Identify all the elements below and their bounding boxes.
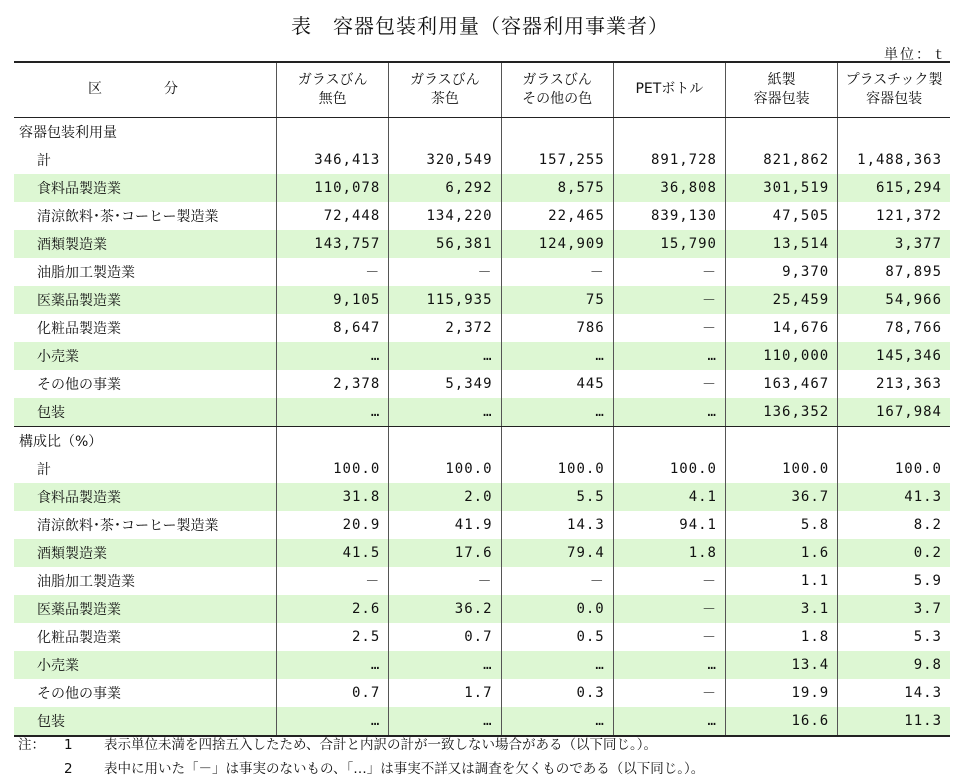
header-label: 無色 [318, 90, 347, 107]
value-cell: 5.3 [838, 623, 950, 651]
value-cell: 54,966 [838, 286, 950, 314]
table-row [14, 146, 950, 174]
value-cell: － [613, 286, 725, 314]
value-cell: 9,105 [277, 286, 389, 314]
table-row [14, 595, 950, 623]
value-cell: 0.3 [501, 679, 613, 707]
value-cell: 115,935 [389, 286, 501, 314]
value-cell: 3.1 [725, 595, 837, 623]
value-cell: 167,984 [838, 398, 950, 427]
value-cell: 9.8 [838, 651, 950, 679]
value-cell: 87,895 [838, 258, 950, 286]
value-cell: 15,790 [613, 230, 725, 258]
value-cell: 110,000 [725, 342, 837, 370]
value-cell: … [277, 342, 389, 370]
value-cell: 36.7 [725, 483, 837, 511]
value-cell: 320,549 [389, 146, 501, 174]
value-cell: 0.5 [501, 623, 613, 651]
row-label: 清涼飲料･茶･コーヒー製造業 [37, 208, 219, 225]
value-cell: 136,352 [725, 398, 837, 427]
footnote-text: 表中に用いた「－」は事実のないもの、「…」は事実不詳又は調査を欠くものである（以下同じ。）。 [104, 761, 705, 777]
value-cell: … [501, 342, 613, 370]
row-label: 油脂加工製造業 [37, 264, 135, 281]
value-cell: － [613, 679, 725, 707]
value-cell: 157,255 [501, 146, 613, 174]
row-label: 包装 [14, 398, 277, 427]
value-cell: … [277, 398, 389, 427]
row-label: その他の事業 [37, 685, 121, 702]
header-label: 茶色 [430, 90, 459, 107]
value-cell: 1.8 [725, 623, 837, 651]
value-cell: … [613, 707, 725, 736]
section-header-row [14, 426, 950, 455]
row-label: 食料品製造業 [14, 174, 277, 202]
table-title: 表 容器包装利用量（容器利用事業者） [291, 14, 669, 38]
value-cell: 94.1 [613, 511, 725, 539]
value-cell: 2,378 [277, 370, 389, 398]
table-row [14, 286, 950, 314]
table-row [14, 707, 950, 736]
footnote-prefix: 注： [18, 737, 45, 753]
value-cell: 0.2 [838, 539, 950, 567]
value-cell: … [389, 651, 501, 679]
table-row [14, 651, 950, 679]
value-cell: 11.3 [838, 707, 950, 736]
header-label: プラスチック製 [845, 71, 943, 88]
value-cell: 0.7 [389, 623, 501, 651]
empty-cell [838, 426, 950, 455]
header-label: 容器包装 [866, 90, 923, 107]
value-cell: 1.8 [613, 539, 725, 567]
value-cell: … [501, 707, 613, 736]
value-cell: 41.5 [277, 539, 389, 567]
value-cell: 4.1 [613, 483, 725, 511]
value-cell: 100.0 [389, 455, 501, 483]
footnote-2 [18, 757, 704, 781]
row-label: 清涼飲料･茶･コーヒー製造業 [37, 517, 219, 534]
value-cell: 839,130 [613, 202, 725, 230]
value-cell: － [613, 258, 725, 286]
value-cell: … [613, 651, 725, 679]
header-column [501, 62, 613, 117]
row-label: 医薬品製造業 [14, 595, 277, 623]
value-cell: … [501, 651, 613, 679]
empty-cell [277, 117, 389, 146]
table-row [14, 567, 950, 595]
section-label: 容器包装利用量 [19, 124, 117, 141]
value-cell: 134,220 [389, 202, 501, 230]
row-label: 計 [37, 461, 51, 478]
empty-cell [838, 117, 950, 146]
row-label: 小売業 [14, 342, 277, 370]
header-column [389, 62, 501, 117]
table-row [14, 258, 950, 286]
value-cell: … [389, 707, 501, 736]
value-cell: 100.0 [838, 455, 950, 483]
table-row [14, 679, 950, 707]
row-label: 酒類製造業 [14, 539, 277, 567]
value-cell: 14.3 [838, 679, 950, 707]
value-cell: 16.6 [725, 707, 837, 736]
value-cell: 301,519 [725, 174, 837, 202]
value-cell: 8,575 [501, 174, 613, 202]
value-cell: 79.4 [501, 539, 613, 567]
value-cell: 786 [501, 314, 613, 342]
value-cell: － [613, 595, 725, 623]
value-cell: 19.9 [725, 679, 837, 707]
header-column [613, 62, 725, 117]
value-cell: － [389, 567, 501, 595]
row-label: 包装 [14, 707, 277, 736]
value-cell: … [277, 707, 389, 736]
header-row [14, 62, 950, 117]
value-cell: 1.7 [389, 679, 501, 707]
value-cell: 6,292 [389, 174, 501, 202]
footnote-number: 1 [64, 737, 73, 753]
value-cell: 13,514 [725, 230, 837, 258]
value-cell: 615,294 [838, 174, 950, 202]
value-cell: 5.8 [725, 511, 837, 539]
section-label: 構成比（%） [19, 433, 103, 450]
table-row [14, 314, 950, 342]
value-cell: － [277, 567, 389, 595]
table-row [14, 398, 950, 427]
header-label: 紙製 [767, 71, 796, 88]
value-cell: 3.7 [838, 595, 950, 623]
value-cell: 13.4 [725, 651, 837, 679]
value-cell: 9,370 [725, 258, 837, 286]
row-label: 油脂加工製造業 [37, 573, 135, 590]
value-cell: － [389, 258, 501, 286]
value-cell: 1.1 [725, 567, 837, 595]
value-cell: 1.6 [725, 539, 837, 567]
row-label: 小売業 [14, 651, 277, 679]
header-label: ガラスびん [410, 71, 480, 88]
value-cell: 20.9 [277, 511, 389, 539]
value-cell: 100.0 [725, 455, 837, 483]
value-cell: 0.7 [277, 679, 389, 707]
value-cell: 72,448 [277, 202, 389, 230]
value-cell: 124,909 [501, 230, 613, 258]
footnote-number: 2 [64, 761, 73, 777]
row-label: 化粧品製造業 [37, 629, 121, 646]
footnote-1 [18, 733, 704, 757]
table-row [14, 202, 950, 230]
table-row [14, 230, 950, 258]
value-cell: 2.6 [277, 595, 389, 623]
row-label: 計 [37, 152, 51, 169]
value-cell: 56,381 [389, 230, 501, 258]
value-cell: 2,372 [389, 314, 501, 342]
value-cell: 5,349 [389, 370, 501, 398]
value-cell: 78,766 [838, 314, 950, 342]
value-cell: － [277, 258, 389, 286]
value-cell: － [613, 567, 725, 595]
value-cell: 25,459 [725, 286, 837, 314]
row-label: 酒類製造業 [14, 230, 277, 258]
header-label: PETボトル [635, 81, 704, 98]
row-label: その他の事業 [37, 376, 121, 393]
value-cell: 821,862 [725, 146, 837, 174]
value-cell: 121,372 [838, 202, 950, 230]
row-label: 医薬品製造業 [14, 286, 277, 314]
value-cell: 891,728 [613, 146, 725, 174]
header-label: 容器包装 [753, 90, 810, 107]
value-cell: － [501, 567, 613, 595]
value-cell: 8,647 [277, 314, 389, 342]
footnote-text: 表示単位未満を四捨五入したため、合計と内訳の計が一致しない場合がある（以下同じ。）。 [104, 737, 657, 753]
value-cell: 36,808 [613, 174, 725, 202]
value-cell: 0.0 [501, 595, 613, 623]
value-cell: 2.5 [277, 623, 389, 651]
value-cell: － [613, 314, 725, 342]
value-cell: … [389, 398, 501, 427]
empty-cell [613, 426, 725, 455]
value-cell: － [613, 623, 725, 651]
empty-cell [501, 117, 613, 146]
value-cell: … [613, 398, 725, 427]
table-row [14, 370, 950, 398]
empty-cell [725, 117, 837, 146]
value-cell: 2.0 [389, 483, 501, 511]
header-category [14, 62, 277, 117]
value-cell: 110,078 [277, 174, 389, 202]
value-cell: 41.3 [838, 483, 950, 511]
table-row [14, 174, 950, 202]
value-cell: 75 [501, 286, 613, 314]
header-column [725, 62, 837, 117]
value-cell: … [613, 342, 725, 370]
value-cell: 17.6 [389, 539, 501, 567]
header-label: ガラスびん [522, 71, 592, 88]
value-cell: 100.0 [613, 455, 725, 483]
empty-cell [725, 426, 837, 455]
header-label: その他の色 [522, 90, 593, 107]
table-row [14, 342, 950, 370]
value-cell: … [501, 398, 613, 427]
value-cell: 213,363 [838, 370, 950, 398]
value-cell: 445 [501, 370, 613, 398]
value-cell: 143,757 [277, 230, 389, 258]
value-cell: … [277, 651, 389, 679]
value-cell: 8.2 [838, 511, 950, 539]
empty-cell [389, 426, 501, 455]
table-row [14, 455, 950, 483]
empty-cell [277, 426, 389, 455]
table-row [14, 623, 950, 651]
usage-table [14, 61, 950, 737]
header-label: ガラスびん [297, 71, 368, 88]
row-label: 食料品製造業 [14, 483, 277, 511]
header-column [838, 62, 950, 117]
row-label: 化粧品製造業 [37, 320, 121, 337]
value-cell: － [501, 258, 613, 286]
value-cell: 5.5 [501, 483, 613, 511]
footnotes [18, 733, 704, 781]
value-cell: 346,413 [277, 146, 389, 174]
table-body [14, 117, 950, 736]
table-row [14, 539, 950, 567]
value-cell: 41.9 [389, 511, 501, 539]
value-cell: 36.2 [389, 595, 501, 623]
header-column [277, 62, 389, 117]
value-cell: 163,467 [725, 370, 837, 398]
value-cell: 145,346 [838, 342, 950, 370]
value-cell: 22,465 [501, 202, 613, 230]
section-header-row [14, 117, 950, 146]
value-cell: 31.8 [277, 483, 389, 511]
value-cell: 5.9 [838, 567, 950, 595]
value-cell: 100.0 [277, 455, 389, 483]
table-row [14, 511, 950, 539]
header-label: 区 分 [88, 81, 203, 98]
unit-label: 単位：ｔ [884, 47, 948, 63]
value-cell: 47,505 [725, 202, 837, 230]
value-cell: 100.0 [501, 455, 613, 483]
empty-cell [501, 426, 613, 455]
table-row [14, 483, 950, 511]
empty-cell [389, 117, 501, 146]
value-cell: 1,488,363 [838, 146, 950, 174]
value-cell: － [613, 370, 725, 398]
value-cell: … [389, 342, 501, 370]
value-cell: 14,676 [725, 314, 837, 342]
empty-cell [613, 117, 725, 146]
value-cell: 3,377 [838, 230, 950, 258]
value-cell: 14.3 [501, 511, 613, 539]
